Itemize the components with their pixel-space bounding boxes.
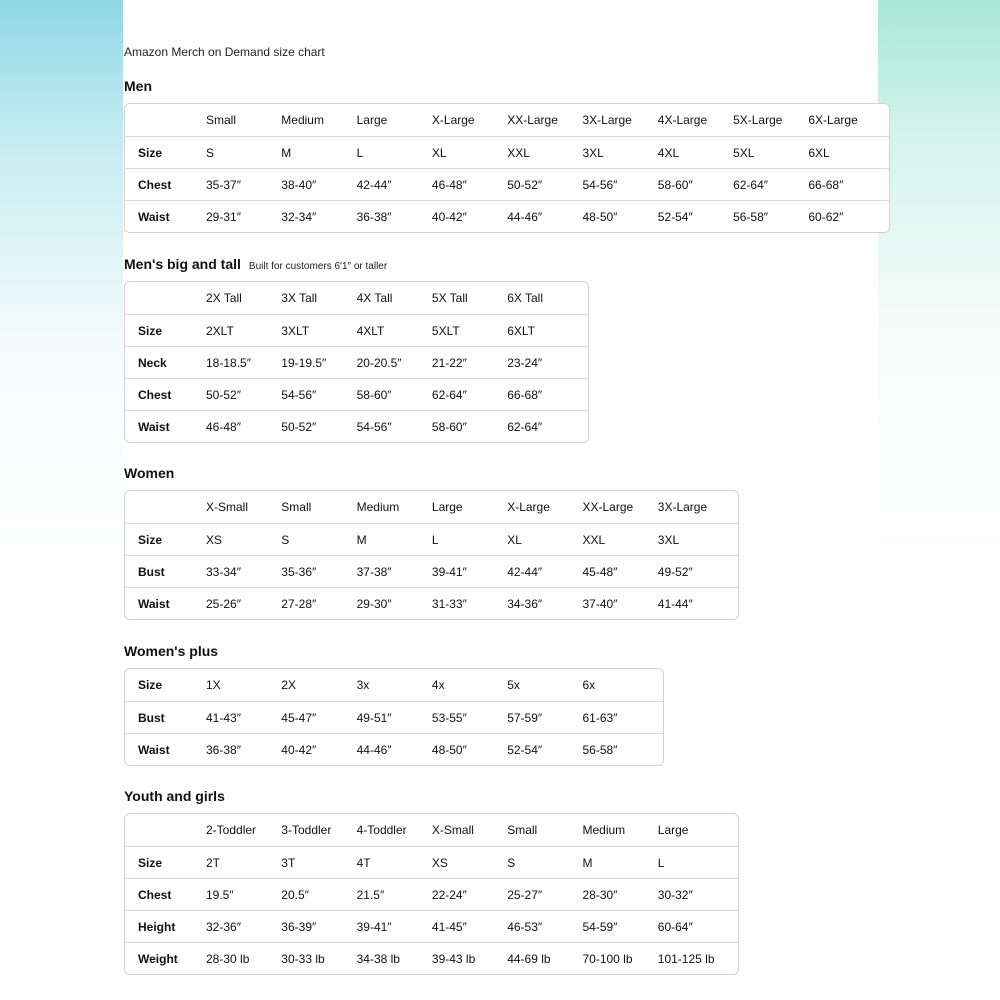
table-cell: XL xyxy=(431,145,447,160)
table-cell: 54-56″ xyxy=(582,177,618,192)
table-cell: 45-47″ xyxy=(281,710,317,725)
table-cell: 44-69 lb xyxy=(507,951,551,966)
table-row xyxy=(125,523,738,555)
table-cell: 6x xyxy=(582,678,596,692)
table-cell: 53-55″ xyxy=(431,710,467,725)
table-header-row xyxy=(125,491,738,523)
table-cell: 48-50″ xyxy=(431,742,467,757)
size-table-women xyxy=(124,490,739,620)
table-cell: 2X xyxy=(281,678,296,692)
table-cell: 4x xyxy=(431,678,445,692)
table-cell: 70-100 lb xyxy=(582,951,633,966)
table-cell: 25-26″ xyxy=(206,596,241,611)
table-cell: 44-46″ xyxy=(356,742,392,757)
column-header: 3X-Large xyxy=(582,113,632,127)
column-header: 4-Toddler xyxy=(356,823,407,837)
table-cell: XS xyxy=(206,532,223,547)
table-cell: 61-63″ xyxy=(582,710,618,725)
table-cell: 4XLT xyxy=(356,323,385,338)
table-cell: 33-34″ xyxy=(206,564,241,579)
table-cell: 3x xyxy=(356,678,370,692)
size-table-mens-big-and-tall xyxy=(124,281,589,443)
table-cell: 54-59″ xyxy=(582,919,618,934)
table-cell: 32-34″ xyxy=(281,209,317,224)
row-label: Neck xyxy=(138,355,167,370)
table-cell: 46-53″ xyxy=(507,919,543,934)
column-header: Large xyxy=(356,113,388,127)
table-cell: S xyxy=(206,145,215,160)
row-label: Chest xyxy=(138,387,172,402)
row-label: Bust xyxy=(138,564,165,579)
table-cell: L xyxy=(356,145,364,160)
size-table-men xyxy=(124,103,890,233)
column-header: Small xyxy=(281,500,312,514)
table-cell: 5XL xyxy=(733,145,755,160)
section-subtitle: Built for customers 6'1″ or taller xyxy=(248,261,388,272)
column-header: X-Small xyxy=(431,823,474,837)
table-cell: 66-68″ xyxy=(507,387,543,402)
column-header: 5X Tall xyxy=(431,291,468,305)
table-cell: 58-60″ xyxy=(356,387,392,402)
table-cell: 3XLT xyxy=(281,323,310,338)
column-header: 6X Tall xyxy=(507,291,543,305)
row-label: Chest xyxy=(138,887,172,902)
table-cell: 19-19.5″ xyxy=(281,355,327,370)
table-cell: 36-39″ xyxy=(281,919,317,934)
table-cell: 46-48″ xyxy=(206,419,241,434)
table-cell: 28-30 lb xyxy=(206,951,250,966)
row-label: Size xyxy=(138,855,163,870)
section-title-text: Women xyxy=(124,465,175,481)
table-cell: 58-60″ xyxy=(431,419,467,434)
table-cell: 39-41″ xyxy=(431,564,467,579)
table-cell: 2T xyxy=(206,855,221,870)
table-cell: 3T xyxy=(281,855,296,870)
column-header: X-Large xyxy=(507,500,550,514)
table-cell: 60-64″ xyxy=(657,919,693,934)
section-title-men xyxy=(124,78,152,94)
column-header: XX-Large xyxy=(582,500,634,514)
table-row xyxy=(125,669,663,701)
section-title-women xyxy=(124,465,174,481)
table-row xyxy=(125,942,738,974)
table-cell: 42-44″ xyxy=(356,177,392,192)
table-cell: XS xyxy=(431,855,448,870)
table-row xyxy=(125,846,738,878)
table-cell: 37-38″ xyxy=(356,564,392,579)
column-header: Large xyxy=(657,823,689,837)
table-row xyxy=(125,555,738,587)
table-cell: 37-40″ xyxy=(582,596,618,611)
table-row xyxy=(125,136,889,168)
table-cell: 54-56″ xyxy=(281,387,317,402)
table-cell: 1X xyxy=(206,678,221,692)
table-row xyxy=(125,587,738,619)
table-cell: 49-51″ xyxy=(356,710,392,725)
table-cell: 54-56″ xyxy=(356,419,392,434)
row-label: Size xyxy=(138,532,163,547)
table-cell: 5XLT xyxy=(431,323,460,338)
table-cell: 34-36″ xyxy=(507,596,543,611)
row-label: Bust xyxy=(138,710,165,725)
table-cell: S xyxy=(281,532,290,547)
table-cell: 21.5″ xyxy=(356,887,385,902)
table-cell: 35-36″ xyxy=(281,564,317,579)
table-cell: 19.5″ xyxy=(206,887,234,902)
table-cell: 29-30″ xyxy=(356,596,392,611)
table-cell: 38-40″ xyxy=(281,177,317,192)
table-cell: 50-52″ xyxy=(281,419,317,434)
table-cell: L xyxy=(431,532,439,547)
table-cell: 23-24″ xyxy=(507,355,543,370)
table-cell: 34-38 lb xyxy=(356,951,400,966)
table-cell: 42-44″ xyxy=(507,564,543,579)
column-header: 3X-Large xyxy=(657,500,708,514)
table-cell: 56-58″ xyxy=(733,209,769,224)
table-cell: M xyxy=(356,532,367,547)
table-cell: 3XL xyxy=(582,145,604,160)
table-cell: 22-24″ xyxy=(431,887,467,902)
table-cell: 39-41″ xyxy=(356,919,392,934)
section-title-womens-plus xyxy=(124,643,218,659)
table-row xyxy=(125,878,738,910)
column-header: X-Large xyxy=(431,113,475,127)
table-cell: 35-37″ xyxy=(206,177,241,192)
table-cell: 30-32″ xyxy=(657,887,693,902)
table-cell: 6XL xyxy=(808,145,830,160)
table-cell: 46-48″ xyxy=(431,177,467,192)
table-cell: 29-31″ xyxy=(206,209,241,224)
table-cell: 6XLT xyxy=(507,323,535,338)
table-cell: 27-28″ xyxy=(281,596,317,611)
table-cell: 31-33″ xyxy=(431,596,467,611)
table-cell: 52-54″ xyxy=(507,742,543,757)
row-label: Size xyxy=(138,145,163,160)
column-header: Medium xyxy=(582,823,626,837)
column-header: 4X Tall xyxy=(356,291,393,305)
table-cell: M xyxy=(582,855,593,870)
table-cell: XL xyxy=(507,532,522,547)
table-cell: 58-60″ xyxy=(657,177,693,192)
section-title-mens-big-and-tall xyxy=(124,256,387,272)
section-title-text: Women's plus xyxy=(124,643,219,659)
table-cell: M xyxy=(281,145,292,160)
column-header: 5X-Large xyxy=(733,113,783,127)
table-cell: 45-48″ xyxy=(582,564,618,579)
table-cell: 41-45″ xyxy=(431,919,467,934)
table-row xyxy=(125,910,738,942)
column-header: 3-Toddler xyxy=(281,823,332,837)
table-cell: 36-38″ xyxy=(356,209,392,224)
table-cell: 60-62″ xyxy=(808,209,844,224)
size-chart-sheet xyxy=(123,0,878,1000)
size-table-youth-and-girls xyxy=(124,813,739,975)
table-row xyxy=(125,378,588,410)
table-cell: 56-58″ xyxy=(582,742,618,757)
table-row xyxy=(125,314,588,346)
section-title-text: Youth and girls xyxy=(124,788,225,804)
table-cell: XXL xyxy=(582,532,606,547)
column-header: Small xyxy=(507,823,538,837)
table-cell: 40-42″ xyxy=(281,742,317,757)
table-cell: 62-64″ xyxy=(733,177,769,192)
table-row xyxy=(125,168,889,200)
table-row xyxy=(125,701,663,733)
table-cell: 62-64″ xyxy=(431,387,467,402)
table-cell: 41-43″ xyxy=(206,710,241,725)
column-header: XX-Large xyxy=(507,113,558,127)
table-row xyxy=(125,200,889,232)
table-cell: 21-22″ xyxy=(431,355,467,370)
table-cell: 39-43 lb xyxy=(431,951,476,966)
table-cell: 50-52″ xyxy=(507,177,543,192)
column-header: Large xyxy=(431,500,463,514)
table-row xyxy=(125,346,588,378)
column-header: Medium xyxy=(356,500,400,514)
table-cell: 50-52″ xyxy=(206,387,241,402)
table-row xyxy=(125,410,588,442)
column-header: 2X Tall xyxy=(206,291,242,305)
table-cell: 44-46″ xyxy=(507,209,543,224)
table-header-row xyxy=(125,814,738,846)
table-cell: 5x xyxy=(507,678,520,692)
table-cell: 20.5″ xyxy=(281,887,309,902)
table-cell: 3XL xyxy=(657,532,680,547)
table-cell: XXL xyxy=(507,145,530,160)
table-cell: 30-33 lb xyxy=(281,951,325,966)
document-title: Amazon Merch on Demand size chart xyxy=(124,45,325,59)
table-cell: 52-54″ xyxy=(657,209,693,224)
table-header-row xyxy=(125,282,588,314)
column-header: 4X-Large xyxy=(657,113,708,127)
background-left xyxy=(0,0,123,1000)
row-label: Size xyxy=(138,323,163,338)
row-label: Waist xyxy=(138,596,170,611)
background-right xyxy=(878,0,1000,1000)
table-header-row xyxy=(125,104,889,136)
row-label: Waist xyxy=(138,419,170,434)
table-cell: 36-38″ xyxy=(206,742,241,757)
row-label: Waist xyxy=(138,742,170,757)
table-cell: 32-36″ xyxy=(206,919,241,934)
table-cell: 48-50″ xyxy=(582,209,618,224)
table-cell: 41-44″ xyxy=(657,596,693,611)
table-cell: 57-59″ xyxy=(507,710,543,725)
column-header: 2-Toddler xyxy=(206,823,257,837)
row-label: Height xyxy=(138,919,176,934)
table-cell: 62-64″ xyxy=(507,419,543,434)
table-cell: 28-30″ xyxy=(582,887,618,902)
table-cell: 18-18.5″ xyxy=(206,355,251,370)
table-cell: 25-27″ xyxy=(507,887,543,902)
table-cell: 101-125 lb xyxy=(657,951,715,966)
column-header: Small xyxy=(206,113,237,127)
row-label: Chest xyxy=(138,177,172,192)
size-table-womens-plus xyxy=(124,668,664,766)
table-cell: 40-42″ xyxy=(431,209,467,224)
row-label: Size xyxy=(138,678,163,692)
table-cell: 4XL xyxy=(657,145,680,160)
table-cell: 2XLT xyxy=(206,323,234,338)
row-label: Waist xyxy=(138,209,170,224)
column-header: 3X Tall xyxy=(281,291,318,305)
table-row xyxy=(125,733,663,765)
table-cell: 20-20.5″ xyxy=(356,355,402,370)
row-label: Weight xyxy=(138,951,178,966)
section-title-youth-and-girls xyxy=(124,788,225,804)
column-header: 6X-Large xyxy=(808,113,858,127)
column-header: Medium xyxy=(281,113,324,127)
table-cell: L xyxy=(657,855,665,870)
column-header: X-Small xyxy=(206,500,249,514)
table-cell: S xyxy=(507,855,516,870)
section-title-text: Men xyxy=(124,78,152,94)
table-cell: 4T xyxy=(356,855,371,870)
table-cell: 66-68″ xyxy=(808,177,844,192)
table-cell: 49-52″ xyxy=(657,564,693,579)
section-title-text: Men's big and tall xyxy=(124,256,241,272)
